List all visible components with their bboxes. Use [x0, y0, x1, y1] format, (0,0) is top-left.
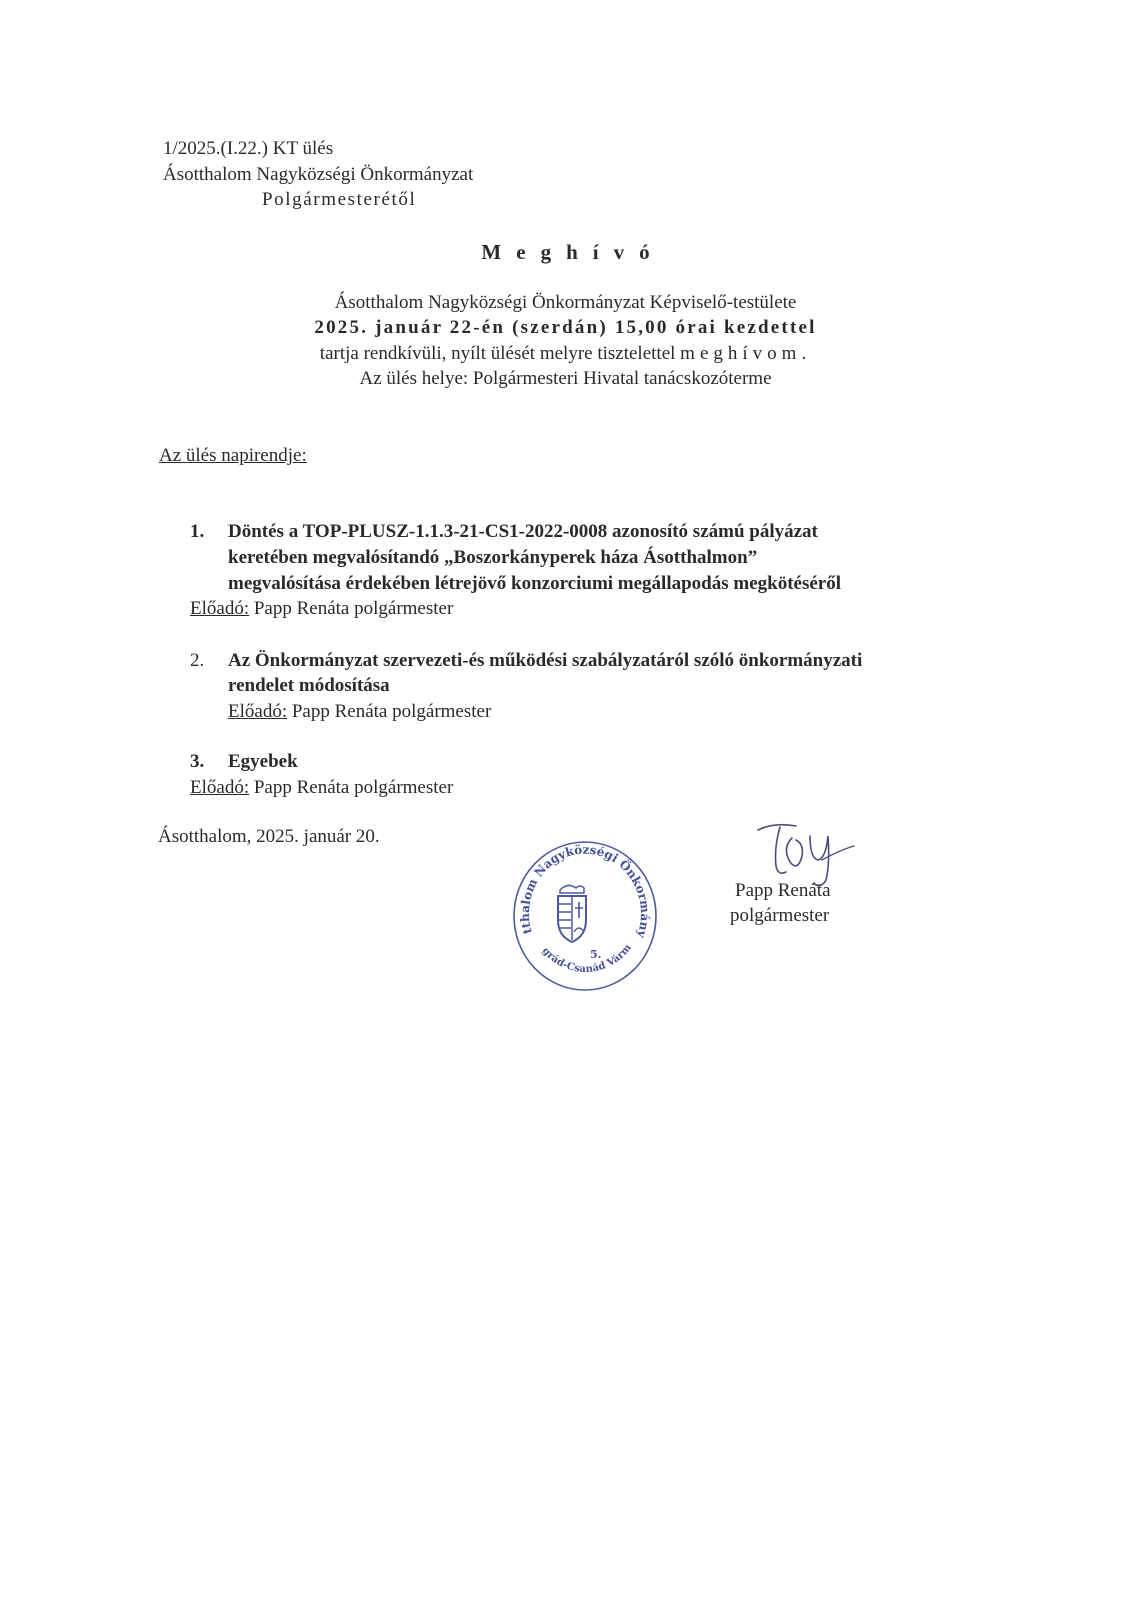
handwritten-signature	[752, 814, 862, 889]
issuing-office: Ásotthalom Nagyközségi Önkormányzat	[163, 164, 474, 185]
official-seal	[510, 838, 660, 993]
seal-graphic	[510, 838, 660, 993]
seal-bottom-text: grád-Csanád Várm	[539, 942, 634, 975]
agenda-item-3-line-1: Egyebek	[228, 751, 298, 772]
invitation-line-3-spaced: meghívom.	[680, 343, 812, 364]
signatory-name: Papp Renáta	[735, 880, 831, 901]
place-and-date: Ásotthalom, 2025. január 20.	[158, 826, 380, 847]
presenter-name: Papp Renáta polgármester	[287, 701, 492, 722]
agenda-item-1-line-3: megvalósítása érdekében létrejövő konzorciumi megállapodás megkötéséről	[228, 573, 842, 594]
document-title: Meghívó	[481, 240, 665, 264]
agenda-item-2-line-1: Az Önkormányzat szervezeti-és működési szabályzatáról szóló önkormányzati	[228, 650, 863, 671]
agenda-item-2-presenter	[228, 699, 491, 724]
agenda-item-1-line-1: Döntés a TOP-PLUSZ-1.1.3-21-CS1-2022-0008 azonosító számú pályázat	[228, 521, 818, 542]
signatory-title: polgármester	[730, 905, 830, 926]
agenda-item-2-number: 2.	[190, 650, 205, 671]
agenda-item-3-presenter	[190, 775, 453, 800]
agenda-item-2-line-2: rendelet módosítása	[228, 675, 390, 696]
agenda-item-1-presenter	[190, 596, 453, 621]
presenter-label: Előadó:	[190, 777, 250, 798]
agenda-heading: Az ülés napirendje:	[159, 445, 307, 466]
issuer: Polgármesterétől	[262, 189, 417, 210]
seal-top-text: tthalom Nagyközségi Önkormány	[517, 842, 653, 940]
invitation-line-3	[0, 342, 1131, 366]
presenter-name: Papp Renáta polgármester	[249, 777, 454, 798]
document-reference: 1/2025.(I.22.) KT ülés	[163, 138, 334, 159]
agenda-item-1-number: 1.	[190, 521, 205, 542]
seal-number: 5.	[590, 948, 602, 961]
agenda-item-1-line-2: keretében megvalósítandó „Boszorkányperek háza Ásotthalmon”	[228, 547, 758, 568]
invitation-line-1: Ásotthalom Nagyközségi Önkormányzat Képviselő-testülete	[334, 292, 797, 313]
coat-of-arms-icon	[558, 885, 586, 942]
invitation-line-3-text: tartja rendkívüli, nyílt ülését melyre tisztelettel	[319, 343, 681, 364]
invitation-date-line: 2025. január 22-én (szerdán) 15,00 órai kezdettel	[314, 317, 817, 338]
agenda-item-3-number: 3.	[190, 751, 205, 772]
presenter-name: Papp Renáta polgármester	[249, 598, 454, 619]
presenter-label: Előadó:	[190, 598, 250, 619]
presenter-label: Előadó:	[228, 701, 288, 722]
meeting-location: Az ülés helye: Polgármesteri Hivatal tanácskozóterme	[359, 368, 772, 389]
